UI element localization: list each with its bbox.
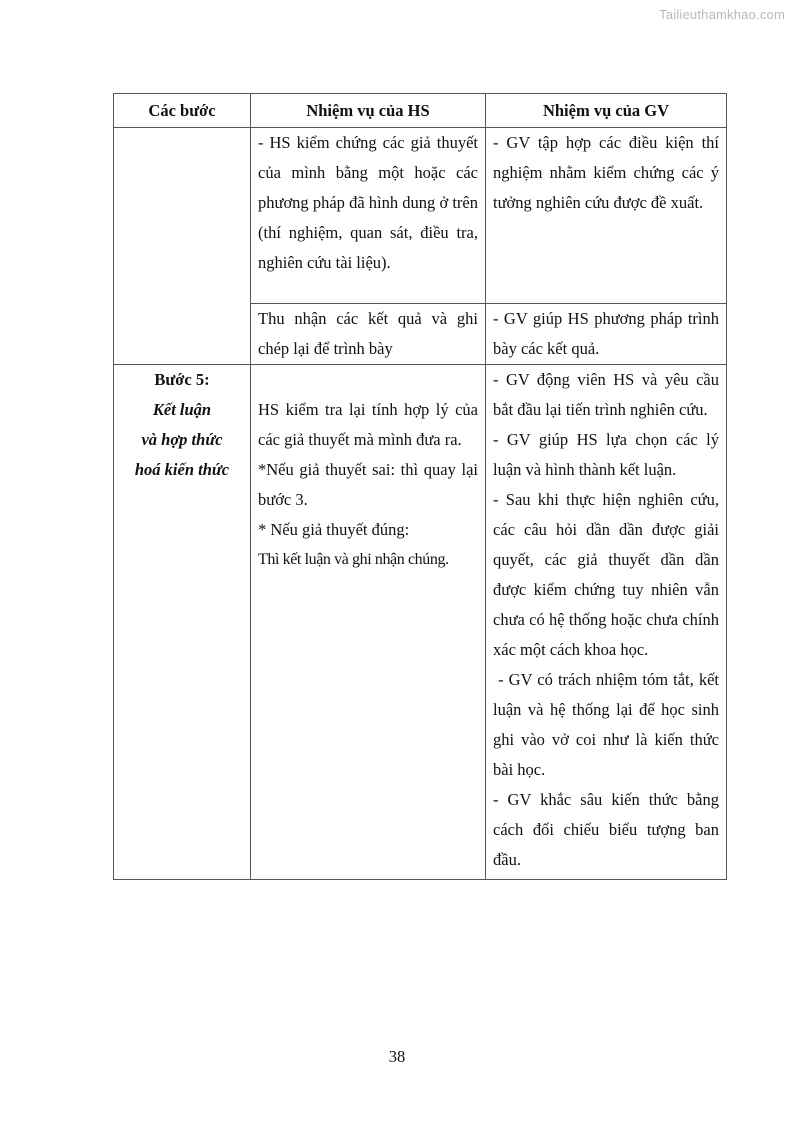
gv-task-cell: - GV tập hợp các điều kiện thí nghiệm nhằm kiểm chứng các ý tưởng nghiên cứu được đề xuất. (486, 128, 727, 304)
hs-task-line: Thì kết luận và ghi nhận chúng. (258, 551, 449, 568)
hs-task-cell: - HS kiểm chứng các giả thuyết của mình bằng một hoặc các phương pháp đã hình dung ở trên (thí nghiệm, quan sát, điều tra, nghiên cứu tài liệu). (251, 128, 486, 304)
step-name-line: hoá kiến thức (134, 460, 230, 479)
hs-task-line: *Nếu giả thuyết sai: thì quay lại bước 3. (258, 460, 478, 509)
step-cell-empty (114, 128, 251, 365)
step-name-line: Kết luận (152, 400, 212, 419)
hs-task-line: HS kiểm tra lại tính hợp lý của các giả thuyết mà mình đưa ra. (258, 400, 478, 449)
gv-task-line: - Sau khi thực hiện nghiên cứu, các câu hỏi dần dần được giải quyết, các giả thuyết dần dần được kiểm chứng tuy nhiên vẫn chưa có hệ thống hoặc chưa chính xác một cách khoa học. (493, 490, 719, 659)
watermark: Tailieuthamkhao.com (659, 7, 785, 22)
step-label: Bước 5: (154, 370, 210, 389)
gv-task-cell (486, 365, 727, 880)
gv-task-line: - GV khắc sâu kiến thức bằng cách đối chiếu biểu tượng ban đầu. (493, 790, 719, 869)
table-row (114, 128, 727, 304)
gv-task-line: - GV giúp HS lựa chọn các lý luận và hình thành kết luận. (493, 430, 719, 479)
gv-task-line: - GV động viên HS và yêu cầu bắt đầu lại tiến trình nghiên cứu. (493, 370, 719, 419)
hs-task-cell (251, 365, 486, 880)
gv-task-line: - GV có trách nhiệm tóm tắt, kết luận và hệ thống lại để học sinh ghi vào vở coi như là kiến thức bài học. (493, 670, 724, 779)
table-row (114, 365, 727, 880)
table-header-row (114, 94, 727, 128)
header-gv-tasks: Nhiệm vụ của GV (486, 94, 727, 128)
page-number: 38 (388, 1047, 406, 1066)
steps-table (113, 93, 727, 880)
step-name-line: và hợp thức (141, 430, 223, 449)
step-cell (114, 365, 251, 880)
gv-task-cell: - GV giúp HS phương pháp trình bày các kết quả. (486, 304, 727, 365)
header-steps: Các bước (114, 94, 251, 128)
header-hs-tasks: Nhiệm vụ của HS (251, 94, 486, 128)
hs-task-cell: Thu nhận các kết quả và ghi chép lại để trình bày (251, 304, 486, 365)
hs-task-line: * Nếu giả thuyết đúng: (258, 520, 410, 539)
